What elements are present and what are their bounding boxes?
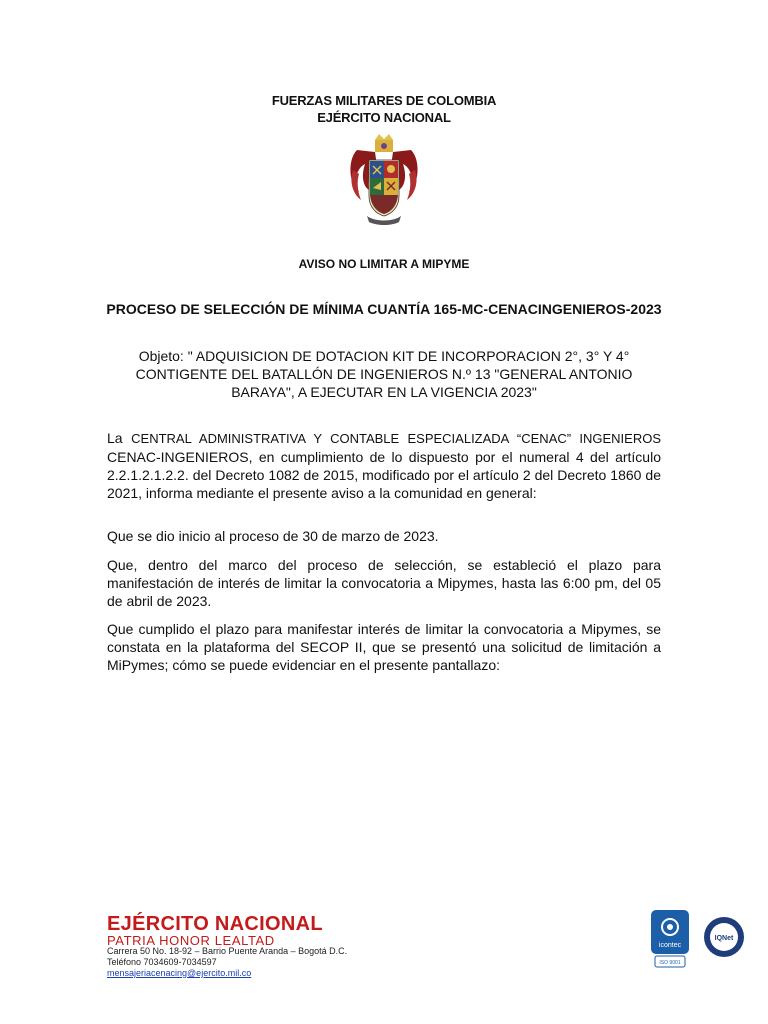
footer-motto: PATRIA HONOR LEALTAD [107,933,275,948]
army-coat-of-arms [347,130,421,230]
intro-lead: La [107,430,123,446]
start-paragraph: Que se dio inicio al proceso de 30 de marzo de 2023. [107,528,439,544]
icontec-label: icontec [658,942,682,949]
process-title: PROCESO DE SELECCIÓN DE MÍNIMA CUANTÍA 165-MC-CENACINGENIEROS-2023 [106,301,662,317]
result-paragraph: Que cumplido el plazo para manifestar interés de limitar la convocatoria a Mipymes, se constata en la plataforma del SECOP II, que se presentó una solicitud de limitación a MiPymes; cómo se puede evidenciar en el presente pantallazo: [107,621,661,673]
icontec-logo [651,910,689,972]
document-title: AVISO NO LIMITAR A MIPYME [298,257,470,271]
footer-email-link[interactable]: mensajeriacenacing@ejercito.mil.co [107,968,252,978]
intro-text: CENAC-INGENIEROS, en cumplimiento de lo dispuesto por el numeral 4 del artículo 2.2.1.2.1.2.2. del Decreto 1082 de 2015, modificado por el artículo 2 del Decreto 1860 de 2021, informa mediante el presente aviso a la comunidad en general: [107,449,661,501]
iqnet-certification-seal [703,916,745,958]
intro-entity-name: CENTRAL ADMINISTRATIVA Y CONTABLE ESPECIALIZADA “CENAC” INGENIEROS [131,431,661,446]
footer-brand: EJÉRCITO NACIONAL [107,913,323,935]
object-statement: Objeto: " ADQUISICION DE DOTACION KIT DE INCORPORACION 2°, 3° Y 4° CONTIGENTE DEL BATALLÓN DE INGENIEROS N.º 13 "GENERAL ANTONIO BARAYA", A EJECUTAR EN LA VIGENCIA 2023" [135,348,633,400]
iso-label: ISO 9001 [659,960,681,966]
iqnet-label: IQNet [714,935,734,942]
footer-phone: Teléfono 7034609-7034597 [107,957,217,967]
deadline-paragraph: Que, dentro del marco del proceso de selección, se estableció el plazo para manifestación de interés de limitar la convocatoria a Mipymes, hasta las 6:00 pm, del 05 de abril de 2023. [107,557,661,609]
header-line-1: FUERZAS MILITARES DE COLOMBIA [271,93,497,108]
footer-address: Carrera 50 No. 18-92 – Barrio Puente Aranda – Bogotá D.C. [107,946,348,956]
intro-paragraph [107,429,661,502]
header-line-2: EJÉRCITO NACIONAL [317,110,451,125]
